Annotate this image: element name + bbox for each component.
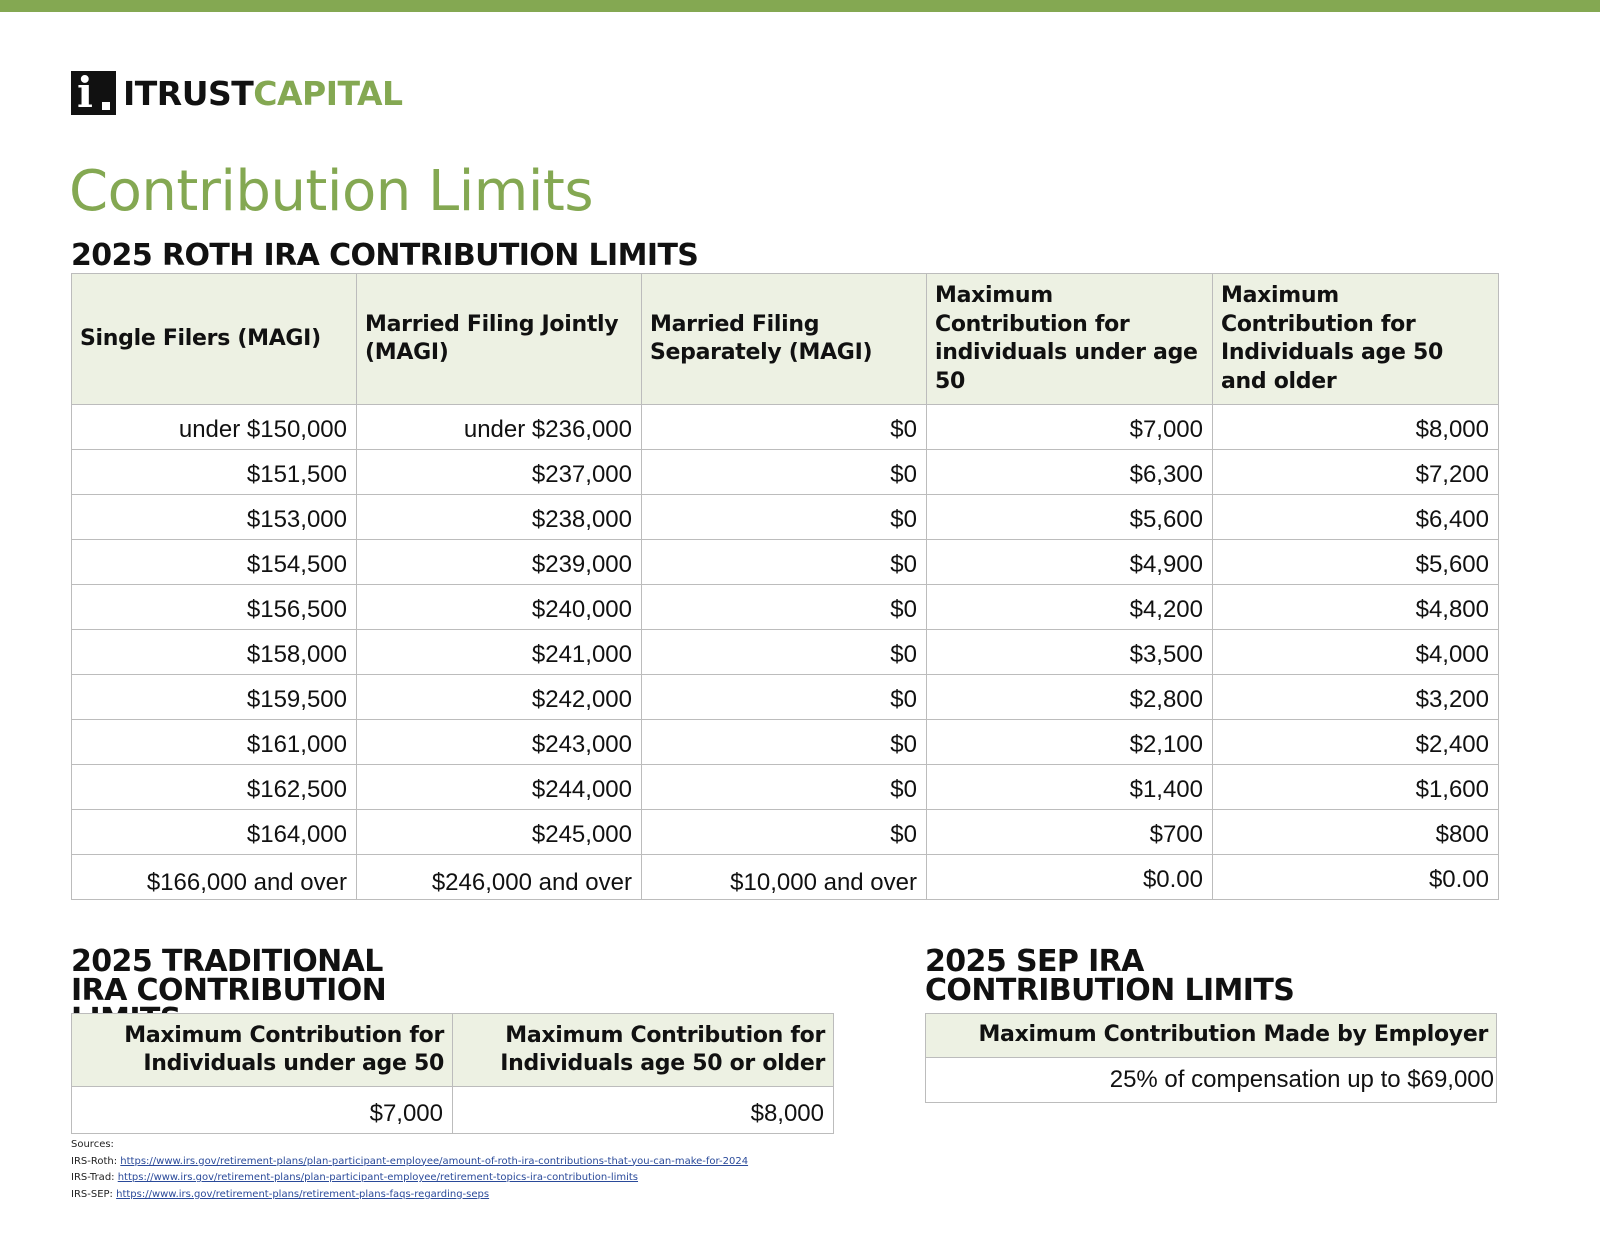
top-accent-bar [0,0,1600,12]
column-header-married-jointly: Married Filing Jointly (MAGI) [357,274,642,405]
table-cell: $0 [642,585,927,630]
source-line-sep [71,1187,748,1204]
traditional-ira-limits-table [71,1013,834,1134]
table-cell: under $236,000 [357,405,642,450]
logo-letter: i [77,68,93,117]
table-cell: $161,000 [72,720,357,765]
table-cell: $3,500 [927,630,1213,675]
table-header-row [72,274,1499,405]
table-cell: $0.00 [1213,855,1499,900]
table-cell: $237,000 [357,450,642,495]
source-line-roth [71,1154,748,1171]
table-row [72,540,1499,585]
itrustcapital-logo[interactable] [71,68,403,117]
table-cell: $243,000 [357,720,642,765]
column-header-trad-under-50: Maximum Contribution for Individuals under age 50 [72,1014,453,1087]
table-cell: $156,500 [72,585,357,630]
logo-wordmark [123,74,403,113]
table-row [72,630,1499,675]
source-line-trad [71,1170,748,1187]
table-cell: $0 [642,630,927,675]
table-cell: $2,100 [927,720,1213,765]
table-cell: $8,000 [1213,405,1499,450]
sources-title: Sources: [71,1139,114,1150]
column-header-trad-50-older: Maximum Contribution for Individuals age 50 or older [453,1014,834,1087]
table-cell: $4,800 [1213,585,1499,630]
table-cell: $244,000 [357,765,642,810]
table-row [72,675,1499,720]
table-cell: $4,900 [927,540,1213,585]
table-cell: $0 [642,495,927,540]
table-cell: $7,000 [927,405,1213,450]
roth-section-heading: 2025 ROTH IRA CONTRIBUTION LIMITS [71,238,699,273]
table-cell: $242,000 [357,675,642,720]
table-cell: $162,500 [72,765,357,810]
table-cell: $159,500 [72,675,357,720]
table-header-row [72,1014,834,1087]
table-cell: $800 [1213,810,1499,855]
table-row [72,1087,834,1134]
logo-dot [102,102,110,110]
sep-section-heading: 2025 SEP IRA CONTRIBUTION LIMITS [925,944,1295,1008]
table-cell: $6,300 [927,450,1213,495]
table-cell: $4,200 [927,585,1213,630]
table-cell: $700 [927,810,1213,855]
logo-mark-icon [71,68,116,117]
table-cell: $0 [642,720,927,765]
table-cell: under $150,000 [72,405,357,450]
table-cell: $153,000 [72,495,357,540]
table-cell: 25% of compensation up to $69,000 [926,1058,1497,1103]
source-link-trad[interactable]: https://www.irs.gov/retirement-plans/plan-participant-employee/retirement-topics-ira-contribution-limits [117,1172,639,1183]
table-cell: $0 [642,765,927,810]
table-cell: $151,500 [72,450,357,495]
table-cell: $164,000 [72,810,357,855]
table-cell: $7,200 [1213,450,1499,495]
table-row [72,810,1499,855]
table-cell: $0 [642,450,927,495]
logo-wordmark-itrust: ITRUST [123,73,254,113]
table-cell: $1,600 [1213,765,1499,810]
table-cell: $7,000 [72,1087,453,1134]
logo-wordmark-capital: CAPITAL [253,73,403,113]
table-row [72,855,1499,900]
table-cell: $245,000 [357,810,642,855]
table-cell: $0.00 [927,855,1213,900]
source-label: IRS-SEP: [71,1188,113,1200]
table-cell: $8,000 [453,1087,834,1134]
table-row [926,1058,1497,1103]
column-header-max-50-older: Maximum Contribution for Individuals age 50 and older [1213,274,1499,405]
table-cell: $6,400 [1213,495,1499,540]
table-cell: $3,200 [1213,675,1499,720]
table-row [72,495,1499,540]
table-cell: $158,000 [72,630,357,675]
table-cell: $10,000 and over [642,855,927,900]
column-header-single-filers: Single Filers (MAGI) [72,274,357,405]
table-row [72,720,1499,765]
table-cell: $0 [642,540,927,585]
traditional-section-heading: 2025 TRADITIONAL IRA CONTRIBUTION [71,944,387,1008]
table-cell: $5,600 [927,495,1213,540]
table-cell: $0 [642,810,927,855]
page-title: Contribution Limits [69,159,594,224]
table-row [72,765,1499,810]
table-cell: $166,000 and over [72,855,357,900]
table-cell: $1,400 [927,765,1213,810]
source-label: IRS-Roth: [71,1155,118,1167]
table-cell: $154,500 [72,540,357,585]
sources-footnote [71,1137,748,1203]
source-link-sep[interactable]: https://www.irs.gov/retirement-plans/retirement-plans-faqs-regarding-seps [116,1188,490,1200]
table-cell: $0 [642,675,927,720]
column-header-employer-max: Maximum Contribution Made by Employer [926,1014,1497,1058]
table-cell: $2,400 [1213,720,1499,765]
table-row [72,585,1499,630]
table-cell: $238,000 [357,495,642,540]
table-row [72,450,1499,495]
table-cell: $5,600 [1213,540,1499,585]
table-row [72,405,1499,450]
roth-ira-limits-table [71,273,1499,900]
source-link-roth[interactable]: https://www.irs.gov/retirement-plans/plan-participant-employee/amount-of-roth-ira-contributions-that-you-can-make-for-2024 [120,1155,749,1167]
table-cell: $4,000 [1213,630,1499,675]
table-cell: $0 [642,405,927,450]
source-label: IRS-Trad: [71,1172,115,1183]
column-header-max-under-50: Maximum Contribution for individuals under age 50 [927,274,1213,405]
table-cell: $241,000 [357,630,642,675]
table-cell: $2,800 [927,675,1213,720]
table-cell: $239,000 [357,540,642,585]
table-header-row [926,1014,1497,1058]
table-cell: $246,000 and over [357,855,642,900]
column-header-married-separately: Married Filing Separately (MAGI) [642,274,927,405]
sep-ira-limits-table [925,1013,1497,1103]
table-cell: $240,000 [357,585,642,630]
